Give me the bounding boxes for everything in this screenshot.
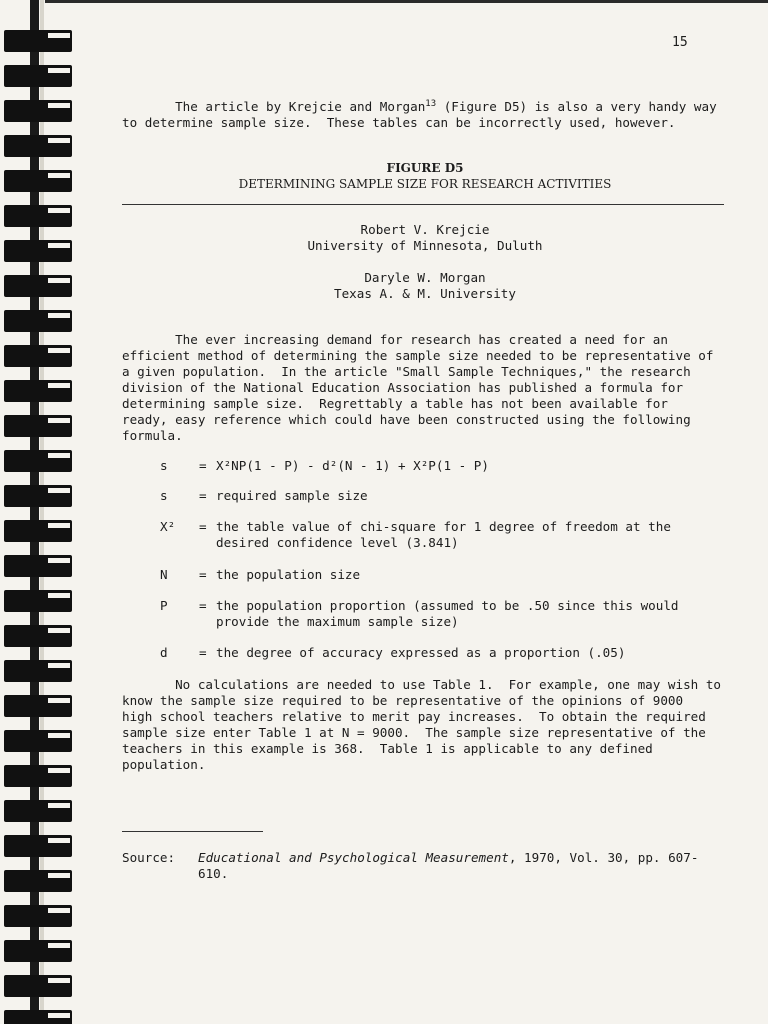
formula-equals: =: [199, 458, 207, 473]
definition-text: the table value of chi-square for 1 degree of freedom at the desired confidence level (3.841): [216, 519, 671, 550]
body-paragraph: The ever increasing demand for research has created a need for an efficient method of determining the sample size needed to be representative of a given population. In the article "Small Sample Techniques," the research division of the National Education Association has published a formula for determining sample size. Regrettably a table has not been available for ready, easy reference which could have been constructed using the following formula.: [122, 332, 714, 443]
definition-symbol: d: [160, 645, 168, 660]
intro-line2: to determine sample size. These tables can be incorrectly used, however.: [122, 115, 676, 131]
intro-paragraph: [122, 96, 717, 131]
page-number: 15: [672, 35, 688, 50]
definition-text: the population size: [216, 567, 361, 582]
definition-symbol: P: [160, 598, 168, 613]
page-top-edge: [45, 0, 768, 3]
source-citation-line2: 610.: [198, 866, 229, 881]
source-citation: [198, 850, 698, 882]
figure-title: DETERMINING SAMPLE SIZE FOR RESEARCH ACTIVITIES: [238, 177, 612, 191]
definition-text: the degree of accuracy expressed as a proportion (.05): [216, 645, 626, 660]
definition-dash: =: [199, 567, 207, 582]
author-2-name: Daryle W. Morgan: [364, 270, 486, 285]
author-1-affiliation: University of Minnesota, Duluth: [307, 238, 543, 253]
definition-symbol: s: [160, 488, 168, 503]
definition-dash: =: [199, 645, 207, 660]
definition-text: required sample size: [216, 488, 368, 503]
definition-dash: =: [199, 488, 207, 503]
definition-dash: =: [199, 519, 207, 534]
title-divider: [122, 204, 724, 205]
definition-symbol: X²: [160, 519, 176, 534]
author-2-affiliation: Texas A. & M. University: [334, 286, 516, 301]
figure-label: FIGURE D5: [386, 161, 464, 175]
intro-line1-pre: The article by Krejcie and Morgan: [122, 99, 426, 115]
spiral-binding: [0, 0, 80, 1024]
definition-symbol: N: [160, 567, 168, 582]
definition-text: the population proportion (assumed to be .50 since this would provide the maximum sample size): [216, 598, 679, 629]
closing-paragraph: No calculations are needed to use Table 1. For example, one may wish to know the sample size required to be representative of the opinions of 9000 high school teachers relative to merit pay increases. To obtain the required sample size enter Table 1 at N = 9000. The sample size representative of the teachers in this example is 368. Table 1 is applicable to any defined population.: [122, 677, 721, 772]
footnote-ref: 13: [425, 99, 437, 109]
source-journal: Educational and Psychological Measurement: [198, 850, 509, 865]
formula-symbol: s: [160, 458, 168, 473]
definition-dash: =: [199, 598, 207, 613]
source-label: Source:: [122, 850, 176, 865]
formula-expression: X²NP(1 - P) - d²(N - 1) + X²P(1 - P): [216, 458, 489, 473]
intro-line1-post: (Figure D5) is also a very handy way: [436, 99, 717, 115]
source-citation-line1: , 1970, Vol. 30, pp. 607-: [508, 850, 699, 865]
author-1-name: Robert V. Krejcie: [360, 222, 490, 237]
footnote-divider: [122, 831, 263, 832]
